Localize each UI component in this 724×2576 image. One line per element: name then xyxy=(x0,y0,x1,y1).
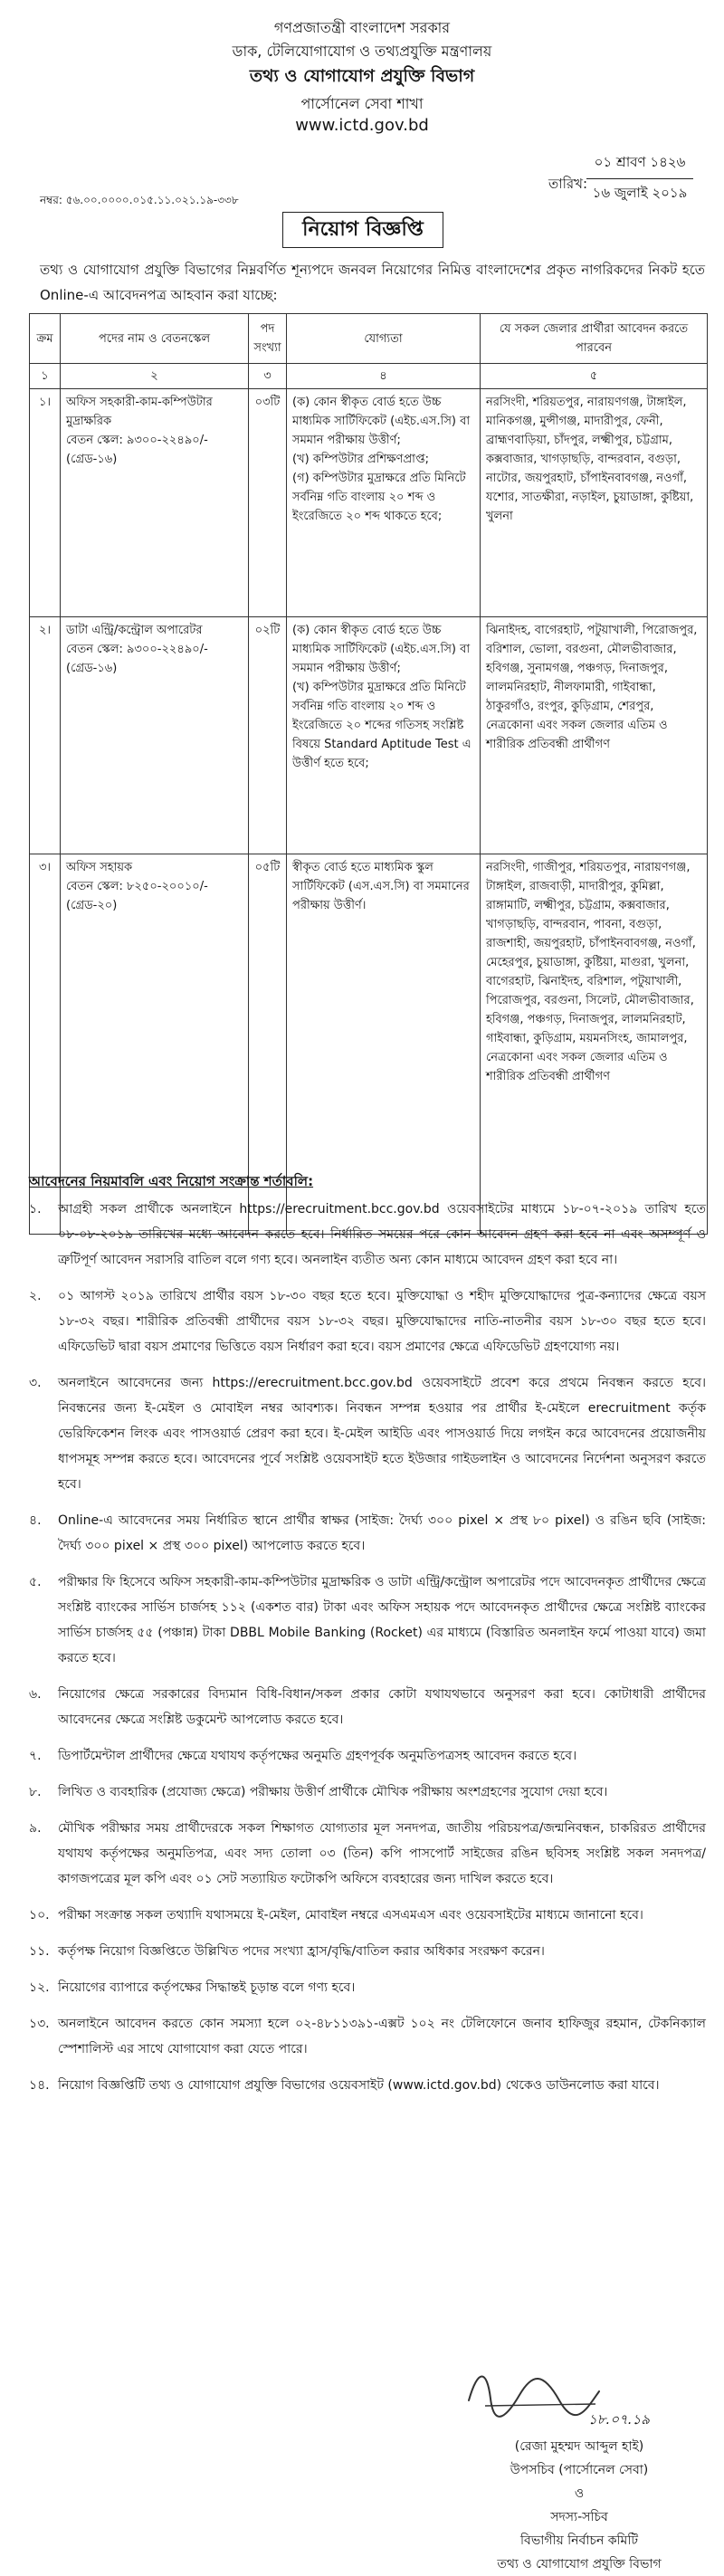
post-name: অফিস সহায়ক xyxy=(66,861,133,874)
rule-number: ১১. xyxy=(29,1944,50,1959)
row-post xyxy=(61,617,249,854)
rule-number: ৭. xyxy=(29,1749,42,1763)
rule-item xyxy=(25,1569,706,1671)
rule-text: পরীক্ষা সংক্রান্ত সকল তথ্যাদি যথাসময়ে ই-মেইল, মোবাইল নম্বরে এসএমএস এবং ওয়েবসাইটের মাধ্যমে জানানো হবে। xyxy=(58,1908,643,1922)
signatory-role: সদস্য-সচিব xyxy=(550,2510,608,2524)
rule-number: ৩. xyxy=(29,1376,42,1390)
rule-number: ২. xyxy=(29,1289,42,1303)
rule-number: ৮. xyxy=(29,1785,42,1799)
rule-item xyxy=(25,1743,706,1769)
row-districts: নরসিংদী, গাজীপুর, শরিয়তপুর, নারায়ণগঞ্জ, টাঙ্গাইল, রাজবাড়ী, মাদারীপুর, কুমিল্লা, রাঙ্গামাটি, লক্ষ্মীপুর, চট্টগ্রাম, কক্সবাজার, খাগড়াছড়ি, বান্দরবান, পাবনা, বগুড়া, রাজশাহী, জয়পুরহাট, চাঁপাইনবাবগঞ্জ, নওগাঁ, মেহেরপুর, চুয়াডাঙ্গা, কুষ্টিয়া, মাগুরা, খুলনা, বাগেরহাট, ঝিনাইদহ, বরিশাল, পটুয়াখালী, পিরোজপুর, বরগুনা, সিলেট, মৌলভীবাজার, হবিগঞ্জ, পঞ্চগড়, দিনাজপুর, লালমনিরহাট, গাইবান্ধা, কুড়িগ্রাম, ময়মনসিংহ, জামালপুর, নেত্রকোনা এবং সকল জেলার এতিম ও শারীরিক প্রতিবন্ধী প্রার্থীগণ xyxy=(481,854,708,1235)
rule-text: নিয়োগের ক্ষেত্রে সরকারের বিদ্যমান বিধি-বিধান/সকল প্রকার কোটা যথাযথভাবে অনুসরণ করা হবে। কোটাধারী প্রার্থীদের আবেদনের ক্ষেত্রে সংশ্লিষ্ট ডকুমেন্ট আপলোড করতে হবে। xyxy=(58,1687,706,1727)
website-link[interactable]: www.ictd.gov.bd xyxy=(295,116,429,135)
rule-item xyxy=(25,1682,706,1732)
header-post: পদের নাম ও বেতনস্কেল xyxy=(61,314,249,364)
row-post xyxy=(61,389,249,617)
rule-number: ৪. xyxy=(29,1513,42,1528)
table-row xyxy=(30,617,708,854)
memo-number: নম্বর: ৫৬.০০.০০০০.০১৫.১১.০২১.১৯-৩৩৮ xyxy=(40,194,239,206)
rule-text: আগ্রহী সকল প্রার্থীকে অনলাইনে https://erecruitment.bcc.gov.bd ওয়েবসাইটের মাধ্যমে ১৮-০৭-২০১৯ তারিখ হতে ০৮-০৮-২০১৯ তারিখের মধ্যে আবেদন করতে হবে। নির্ধারিত সময়ের পরে কোন আবেদন গ্রহণ করা হবে না এবং অসম্পূর্ণ ও ত্রুটিপূর্ণ আবেদন সরাসরি বাতিল বলে গণ্য হবে। অনলাইন ব্যতীত অন্য কোন মাধ্যমে আবেদন গ্রহণ করা হবে না। xyxy=(58,1202,706,1267)
header-qualification: যোগ্যতা xyxy=(287,314,481,364)
rule-item xyxy=(25,1975,706,2000)
rule-number: ১৩. xyxy=(29,2017,50,2031)
post-name: অফিস সহকারী-কাম-কম্পিউটার মুদ্রাক্ষরিক xyxy=(66,396,213,428)
rule-text: ০১ আগস্ট ২০১৯ তারিখে প্রার্থীর বয়স ১৮-৩০ বছর হতে হবে। মুক্তিযোদ্ধা ও শহীদ মুক্তিযোদ্ধাদের পুত্র-কন্যাদের ক্ষেত্রে বয়স ১৮-৩২ বছর। শারীরিক প্রতিবন্ধী প্রার্থীদের বয়স ১৮-৩২ বছর। মুক্তিযোদ্ধাদের নাতি-নাতনীর বয়স ১৮-৩০ বছর হতে হবে। এফিডেভিট দ্বারা বয়স প্রমাণের ভিত্তিতে বয়স নির্ধারণ করা হবে। বয়স প্রমাণের ক্ষেত্রে এফিডেভিট গ্রহণযোগ্য নয়। xyxy=(58,1289,706,1354)
signatory-conjunction: ও xyxy=(574,2486,585,2501)
signatory-committee: বিভাগীয় নির্বাচন কমিটি xyxy=(520,2533,638,2548)
row-districts: ঝিনাইদহ, বাগেরহাট, পটুয়াখালী, পিরোজপুর, বরিশাল, ভোলা, বরগুনা, মৌলভীবাজার, হবিগঞ্জ, সুনামগঞ্জ, পঞ্চগড়, দিনাজপুর, লালমনিরহাট, নীলফামারী, গাইবান্ধা, ঠাকুরগাঁও, রংপুর, কুড়িগ্রাম, শেরপুর, নেত্রকোনা এবং সকল জেলার এতিম ও শারীরিক প্রতিবন্ধী প্রার্থীগণ xyxy=(481,617,708,854)
header-count: পদ সংখ্যা xyxy=(249,314,287,364)
notice-title: নিয়োগ বিজ্ঞপ্তি xyxy=(282,212,443,248)
row-qualification xyxy=(287,389,481,617)
row-qualification xyxy=(287,854,481,1235)
qualification-item: স্বীকৃত বোর্ড হতে মাধ্যমিক স্কুল সার্টিফিকেট (এস.এস.সি) বা সমমানের পরীক্ষায় উত্তীর্ণ। xyxy=(292,861,470,912)
rules-list xyxy=(25,1197,706,2109)
col-number: ৫ xyxy=(481,364,708,389)
col-number: ৩ xyxy=(249,364,287,389)
column-number-row xyxy=(30,364,708,389)
signatory-name: (রেজা মুহম্মদ আব্দুল হাই) xyxy=(514,2439,644,2454)
qualification-item: (খ) কম্পিউটার মুদ্রাক্ষরে প্রতি মিনিটে সর্বনিম্ন গতি বাংলায় ২০ শব্দ ও ইংরেজিতে ২০ শব্দের গতিসহ সংশ্লিষ্ট বিষয়ে Standard Aptitude Test এ উত্তীর্ণ হতে হবে; xyxy=(292,681,472,770)
header-districts: যে সকল জেলার প্রার্থীরা আবেদন করতে পারবেন xyxy=(481,314,708,364)
rule-item xyxy=(25,2073,706,2098)
rule-item xyxy=(25,1903,706,1928)
ministry-name: ডাক, টেলিযোগাযোগ ও তথ্যপ্রযুক্তি মন্ত্রণালয় xyxy=(232,43,492,60)
division-name: তথ্য ও যোগাযোগ প্রযুক্তি বিভাগ xyxy=(249,66,475,86)
branch-name: পার্সোনেল সেবা শাখা xyxy=(300,95,424,112)
rule-text: ডিপার্টমেন্টাল প্রার্থীদের ক্ষেত্রে যথাযথ কর্তৃপক্ষের অনুমতি গ্রহণপূর্বক অনুমতিপত্রসহ আবেদন করতে হবে। xyxy=(58,1749,577,1763)
date-bangla: ০১ শ্রাবণ ১৪২৬ xyxy=(586,152,693,179)
rule-item xyxy=(25,1816,706,1892)
signatory-department: তথ্য ও যোগাযোগ প্রযুক্তি বিভাগ xyxy=(497,2557,662,2571)
rule-number: ১০. xyxy=(29,1908,50,1922)
row-serial: ৩। xyxy=(30,854,61,1235)
date-english: ১৬ জুলাই ২০১৯ xyxy=(592,185,688,201)
posts-table xyxy=(29,313,708,1235)
qualification-item: (ক) কোন স্বীকৃত বোর্ড হতে উচ্চ মাধ্যমিক সার্টিফিকেট (এইচ.এস.সি) বা সমমান পরীক্ষায় উত্তীর্ণ; xyxy=(292,624,471,675)
rule-number: ৯. xyxy=(29,1821,42,1836)
qualification-item: (ক) কোন স্বীকৃত বোর্ড হতে উচ্চ মাধ্যমিক সার্টিফিকেট (এইচ.এস.সি) বা সমমান পরীক্ষায় উত্তীর্ণ; xyxy=(292,396,471,447)
date-label: তারিখ: xyxy=(548,176,588,192)
row-count: ০২টি xyxy=(249,617,287,854)
row-count: ০৫টি xyxy=(249,854,287,1235)
rule-number: ১২. xyxy=(29,1980,50,1995)
rule-number: ৫. xyxy=(29,1575,42,1589)
rule-item xyxy=(25,1197,706,1273)
qualification-item: (গ) কম্পিউটার মুদ্রাক্ষরে প্রতি মিনিটে সর্বনিম্ন গতি বাংলায় ২০ শব্দ ও ইংরেজিতে ২০ শব্দ থাকতে হবে; xyxy=(292,472,466,523)
post-scale: বেতন স্কেল: ৯৩০০-২২৪৯০/-(গ্রেড-১৬) xyxy=(66,643,208,675)
row-count: ০৩টি xyxy=(249,389,287,617)
rule-item xyxy=(25,1779,706,1805)
post-scale: বেতন স্কেল: ৮২৫০-২০০১০/-(গ্রেড-২০) xyxy=(66,880,208,912)
govt-name: গণপ্রজাতন্ত্রী বাংলাদেশ সরকার xyxy=(273,19,451,36)
rule-number: ১৪. xyxy=(29,2078,50,2093)
header-serial: ক্রম xyxy=(30,314,61,364)
rule-text: নিয়োগ বিজ্ঞপ্তিটি তথ্য ও যোগাযোগ প্রযুক্তি বিভাগের ওয়েবসাইট (www.ictd.gov.bd) থেকেও ডাউনলোড করা যাবে। xyxy=(58,2078,660,2093)
rule-text: Online-এ আবেদনের সময় নির্ধারিত স্থানে প্রার্থীর স্বাক্ষর (সাইজ: দৈর্ঘ্য ৩০০ pixel × প্রস্থ ৮০ pixel) ও রঙিন ছবি (সাইজ: দৈর্ঘ্য ৩০০ pixel × প্রস্থ ৩০০ pixel) আপলোড করতে হবে। xyxy=(58,1513,706,1553)
rules-heading: আবেদনের নিয়মাবলি এবং নিয়োগ সংক্রান্ত শর্তাবলি: xyxy=(29,1173,314,1189)
table-header-row xyxy=(30,314,708,364)
rule-text: মৌখিক পরীক্ষার সময় প্রার্থীদেরকে সকল শিক্ষাগত যোগ্যতার মূল সনদপত্র, জাতীয় পরিচয়পত্র/জন্মনিবন্ধন, চাকরিরত প্রার্থীদের যথাযথ কর্তৃপক্ষের অনুমতিপত্র, এবং সদ্য তোলা ০৩ (তিন) কপি পাসপোর্ট সাইজের রঙিন ছবিসহ সংশ্লিষ্ট সকল সনদপত্র/কাগজপত্রের মূল কপি এবং ০১ সেট সত্যায়িত ফটোকপি অফিসে ব্যবহারের জন্য দাখিল করতে হবে। xyxy=(58,1821,706,1886)
rule-text: অনলাইনে আবেদন করতে কোন সমস্যা হলে ০২-৪৮১১৩৯১-এক্সট ১০২ নং টেলিফোনে জনাব হাফিজুর রহমান, টেকনিক্যাল স্পেশালিস্ট এর সাথে যোগাযোগ করা যেতে পারে। xyxy=(58,2017,706,2056)
rule-text: নিয়োগের ব্যাপারে কর্তৃপক্ষের সিদ্ধান্তই চূড়ান্ত বলে গণ্য হবে। xyxy=(58,1980,356,1995)
signature-scribble xyxy=(460,2364,605,2419)
col-number: ২ xyxy=(61,364,249,389)
row-districts: নরসিংদী, শরিয়তপুর, নারায়ণগঞ্জ, টাঙ্গাইল, মানিকগঞ্জ, মুন্সীগঞ্জ, মাদারীপুর, ফেনী, ব্রাহ্মণবাড়িয়া, চাঁদপুর, লক্ষ্মীপুর, চট্টগ্রাম, কক্সবাজার, খাগড়াছড়ি, বান্দরবান, বগুড়া, নাটোর, জয়পুরহাট, চাঁপাইনবাবগঞ্জ, নওগাঁ, যশোর, সাতক্ষীরা, নড়াইল, চুয়াডাঙ্গা, কুষ্টিয়া, খুলনা xyxy=(481,389,708,617)
col-number: ১ xyxy=(30,364,61,389)
rule-text: অনলাইনে আবেদনের জন্য https://erecruitment.bcc.gov.bd ওয়েবসাইটে প্রবেশ করে প্রথমে নিবন্ধন করতে হবে। নিবন্ধনের জন্য ই-মেইল ও মোবাইল নম্বর আবশ্যক। নিবন্ধন সম্পন্ন হওয়ার পর প্রার্থীর ই-মেইলে erecruitment কর্তৃক ভেরিফিকেশন লিংক এবং পাসওয়ার্ড প্রেরণ করা হবে। ই-মেইল আইডি এবং পাসওয়ার্ড দিয়ে লগইন করে আবেদনের প্রয়োজনীয় ধাপসমূহ সম্পন্ন করতে হবে। আবেদনের পূর্বে সংশ্লিষ্ট ওয়েবসাইট হতে ইউজার গাইডলাইন ও আবেদনের নির্দেশনা অনুসরণ করতে হবে। xyxy=(58,1376,706,1492)
row-serial: ২। xyxy=(30,617,61,854)
intro-paragraph: তথ্য ও যোগাযোগ প্রযুক্তি বিভাগের নিম্নবর্ণিত শূন্যপদে জনবল নিয়োগের নিমিত্ত বাংলাদেশের প্রকৃত নাগরিকদের নিকট হতে Online-এ আবেদনপত্র আহবান করা যাচ্ছে: xyxy=(40,262,705,303)
post-name: ডাটা এন্ট্রি/কন্ট্রোল অপারেটর xyxy=(66,624,203,637)
rule-number: ১. xyxy=(29,1202,42,1216)
signature-date: ১৮.০৭.১৯ xyxy=(588,2411,650,2428)
row-serial: ১। xyxy=(30,389,61,617)
rule-text: পরীক্ষার ফি হিসেবে অফিস সহকারী-কাম-কম্পিউটার মুদ্রাক্ষরিক ও ডাটা এন্ট্রি/কন্ট্রোল অপারেটর পদে আবেদনকৃত প্রার্থীদের ক্ষেত্রে সংশ্লিষ্ট ব্যাংকের সার্ভিস চার্জসহ ১১২ (একশত বার) টাকা এবং অফিস সহায়ক পদে আবেদনকৃত প্রার্থীদের ক্ষেত্রে সংশ্লিষ্ট ব্যাংকের সার্ভিস চার্জসহ ৫৫ (পঞ্চান্ন) টাকা DBBL Mobile Banking (Rocket) এর মাধ্যমে (বিস্তারিত অনলাইন ফর্মে পাওয়া যাবে) জমা করতে হবে। xyxy=(58,1575,706,1665)
row-qualification xyxy=(287,617,481,854)
qualification-item: (খ) কম্পিউটার প্রশিক্ষণপ্রাপ্ত; xyxy=(292,453,429,466)
post-scale: বেতন স্কেল: ৯৩০০-২২৪৯০/-(গ্রেড-১৬) xyxy=(66,434,208,466)
rule-number: ৬. xyxy=(29,1687,42,1702)
rule-text: লিখিত ও ব্যবহারিক (প্রযোজ্য ক্ষেত্রে) পরীক্ষায় উত্তীর্ণ প্রার্থীকে মৌখিক পরীক্ষায় অংশগ্রহণের সুযোগ দেয়া হবে। xyxy=(58,1785,608,1799)
col-number: ৪ xyxy=(287,364,481,389)
rule-item xyxy=(25,1939,706,1964)
rule-item xyxy=(25,1508,706,1559)
rule-item xyxy=(25,1283,706,1360)
rule-item xyxy=(25,1370,706,1497)
signatory-designation: উপসচিব (পার্সোনেল সেবা) xyxy=(510,2463,649,2477)
date-block xyxy=(586,152,693,205)
rule-text: কর্তৃপক্ষ নিয়োগ বিজ্ঞপ্তিতে উল্লিখিত পদের সংখ্যা হ্রাস/বৃদ্ধি/বাতিল করার অধিকার সংরক্ষণ করেন। xyxy=(58,1944,545,1959)
table-row xyxy=(30,389,708,617)
rule-item xyxy=(25,2011,706,2062)
signature-block xyxy=(471,2435,688,2576)
